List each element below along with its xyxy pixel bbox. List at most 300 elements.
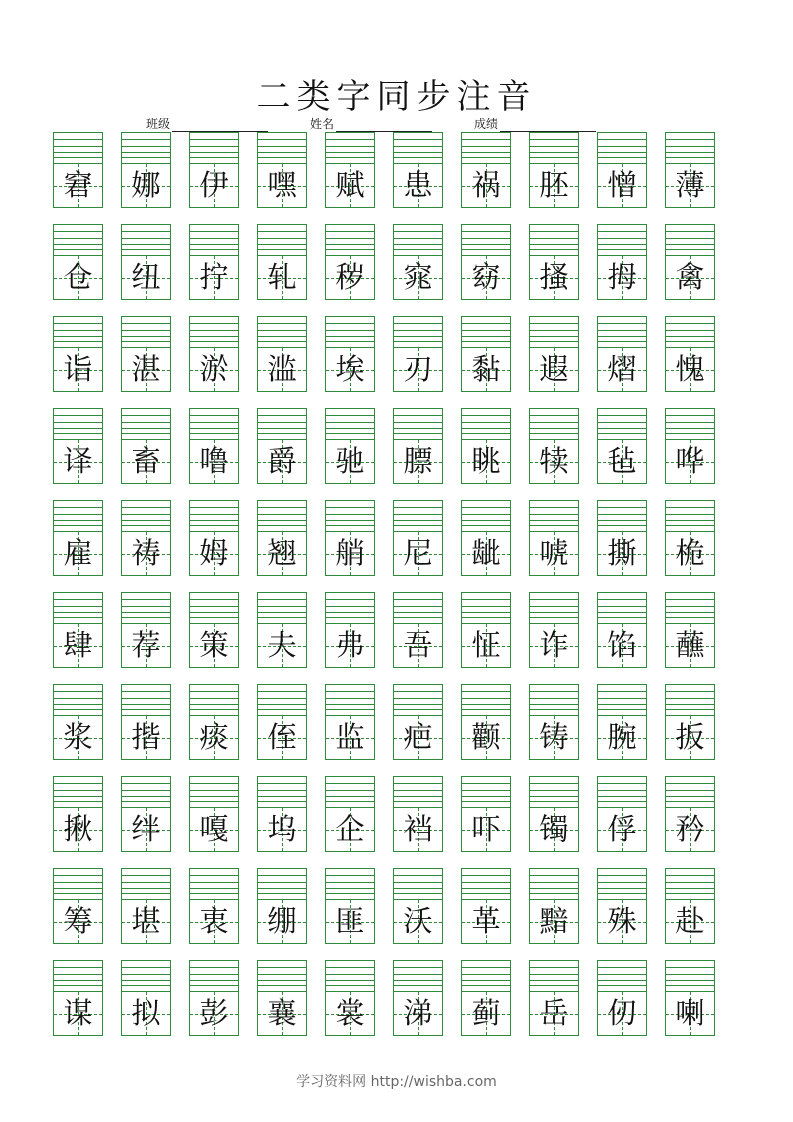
pinyin-guide-line: [462, 244, 510, 245]
pinyin-writing-lines[interactable]: [258, 317, 306, 342]
pinyin-writing-lines[interactable]: [190, 133, 238, 158]
pinyin-guide-line: [462, 704, 510, 705]
pinyin-writing-lines[interactable]: [462, 777, 510, 802]
pinyin-writing-lines[interactable]: [190, 317, 238, 342]
hanzi-character: 拧: [199, 260, 229, 294]
pinyin-writing-lines[interactable]: [462, 869, 510, 894]
hanzi-character: 刃: [403, 352, 433, 386]
pinyin-guide-line: [598, 606, 646, 607]
pinyin-guide-line: [190, 606, 238, 607]
pinyin-writing-lines[interactable]: [122, 133, 170, 158]
pinyin-guide-line: [394, 428, 442, 429]
tian-zi-box: [190, 531, 238, 575]
pinyin-writing-lines[interactable]: [326, 777, 374, 802]
pinyin-guide-line: [530, 323, 578, 324]
tian-zi-box: [190, 715, 238, 759]
pinyin-writing-lines[interactable]: [54, 685, 102, 710]
pinyin-guide-line: [462, 139, 510, 140]
pinyin-writing-lines[interactable]: [666, 317, 714, 342]
character-cell: [189, 776, 239, 852]
character-cell: [257, 132, 307, 208]
character-cell: [393, 224, 443, 300]
pinyin-writing-lines[interactable]: [190, 685, 238, 710]
pinyin-writing-lines[interactable]: [326, 317, 374, 342]
hanzi-character: 禽: [675, 260, 705, 294]
pinyin-guide-line: [326, 520, 374, 521]
name-blank[interactable]: [336, 117, 432, 132]
pinyin-writing-lines[interactable]: [666, 961, 714, 986]
pinyin-writing-lines[interactable]: [530, 225, 578, 250]
pinyin-writing-lines[interactable]: [190, 869, 238, 894]
pinyin-guide-line: [666, 428, 714, 429]
pinyin-writing-lines[interactable]: [326, 685, 374, 710]
tian-zi-box: [394, 623, 442, 667]
pinyin-guide-line: [666, 422, 714, 423]
hanzi-character: 荐: [131, 628, 161, 662]
character-cell: [393, 960, 443, 1036]
tian-zi-box: [394, 715, 442, 759]
tian-zi-box: [666, 255, 714, 299]
pinyin-guide-line: [462, 974, 510, 975]
pinyin-writing-lines[interactable]: [122, 869, 170, 894]
tian-zi-box: [530, 163, 578, 207]
character-cell: [461, 868, 511, 944]
pinyin-guide-line: [462, 520, 510, 521]
pinyin-guide-line: [462, 507, 510, 508]
pinyin-writing-lines[interactable]: [462, 593, 510, 618]
character-cell: [121, 408, 171, 484]
pinyin-writing-lines[interactable]: [258, 133, 306, 158]
pinyin-guide-line: [598, 698, 646, 699]
pinyin-guide-line: [122, 415, 170, 416]
hanzi-character: 襄: [267, 996, 297, 1030]
hanzi-character: 雇: [63, 536, 93, 570]
pinyin-guide-line: [190, 967, 238, 968]
tian-zi-box: [326, 439, 374, 483]
pinyin-guide-line: [462, 238, 510, 239]
pinyin-writing-lines[interactable]: [462, 225, 510, 250]
pinyin-guide-line: [54, 139, 102, 140]
pinyin-writing-lines[interactable]: [258, 225, 306, 250]
pinyin-guide-line: [190, 704, 238, 705]
pinyin-guide-line: [258, 415, 306, 416]
pinyin-guide-line: [530, 704, 578, 705]
pinyin-guide-line: [666, 336, 714, 337]
character-cell: [121, 684, 171, 760]
pinyin-guide-line: [394, 967, 442, 968]
pinyin-guide-line: [598, 790, 646, 791]
pinyin-guide-line: [598, 336, 646, 337]
pinyin-guide-line: [258, 783, 306, 784]
character-cell: [257, 684, 307, 760]
hanzi-character: 爵: [267, 444, 297, 478]
hanzi-character: 滥: [267, 352, 297, 386]
tian-zi-box: [598, 531, 646, 575]
pinyin-guide-line: [190, 980, 238, 981]
character-cell: [189, 960, 239, 1036]
hanzi-character: 痰: [199, 720, 229, 754]
page-title: 二类字同步注音: [256, 76, 537, 117]
pinyin-writing-lines[interactable]: [598, 593, 646, 618]
character-cell: [325, 500, 375, 576]
pinyin-writing-lines[interactable]: [394, 225, 442, 250]
hanzi-character: 埃: [335, 352, 365, 386]
pinyin-writing-lines[interactable]: [326, 225, 374, 250]
tian-zi-box: [54, 899, 102, 943]
pinyin-guide-line: [54, 967, 102, 968]
tian-zi-box: [326, 531, 374, 575]
pinyin-guide-line: [530, 238, 578, 239]
pinyin-guide-line: [54, 520, 102, 521]
tian-zi-box: [394, 531, 442, 575]
hanzi-character: 喇: [675, 996, 705, 1030]
pinyin-guide-line: [190, 691, 238, 692]
pinyin-writing-lines[interactable]: [394, 593, 442, 618]
pinyin-writing-lines[interactable]: [258, 501, 306, 526]
pinyin-writing-lines[interactable]: [598, 961, 646, 986]
character-cell: [325, 960, 375, 1036]
character-cell: [665, 316, 715, 392]
pinyin-guide-line: [598, 428, 646, 429]
pinyin-writing-lines[interactable]: [122, 225, 170, 250]
hanzi-character: 肆: [63, 628, 93, 662]
pinyin-writing-lines[interactable]: [530, 685, 578, 710]
tian-zi-box: [666, 899, 714, 943]
pinyin-guide-line: [462, 875, 510, 876]
hanzi-character: 矜: [675, 812, 705, 846]
pinyin-writing-lines[interactable]: [54, 961, 102, 986]
tian-zi-box: [462, 439, 510, 483]
pinyin-guide-line: [462, 422, 510, 423]
pinyin-guide-line: [122, 146, 170, 147]
character-cell: [53, 316, 103, 392]
character-cell: [53, 684, 103, 760]
pinyin-writing-lines[interactable]: [666, 777, 714, 802]
hanzi-character: 窕: [403, 260, 433, 294]
pinyin-guide-line: [598, 980, 646, 981]
pinyin-writing-lines[interactable]: [54, 777, 102, 802]
character-cell: [393, 132, 443, 208]
score-blank[interactable]: [500, 117, 596, 132]
score-label: 成绩: [474, 117, 499, 131]
pinyin-guide-line: [666, 967, 714, 968]
pinyin-guide-line: [258, 520, 306, 521]
character-cell: [121, 868, 171, 944]
hanzi-character: 彭: [199, 996, 229, 1030]
pinyin-writing-lines[interactable]: [394, 501, 442, 526]
tian-zi-box: [462, 991, 510, 1035]
pinyin-writing-lines[interactable]: [666, 133, 714, 158]
pinyin-writing-lines[interactable]: [258, 685, 306, 710]
pinyin-guide-line: [122, 980, 170, 981]
pinyin-writing-lines[interactable]: [54, 593, 102, 618]
pinyin-guide-line: [54, 323, 102, 324]
pinyin-guide-line: [190, 882, 238, 883]
tian-zi-box: [666, 347, 714, 391]
pinyin-writing-lines[interactable]: [258, 777, 306, 802]
pinyin-guide-line: [666, 790, 714, 791]
pinyin-guide-line: [530, 514, 578, 515]
pinyin-writing-lines[interactable]: [54, 869, 102, 894]
pinyin-writing-lines[interactable]: [190, 501, 238, 526]
pinyin-writing-lines[interactable]: [598, 317, 646, 342]
pinyin-guide-line: [122, 336, 170, 337]
character-cell: [529, 684, 579, 760]
character-cell: [597, 500, 647, 576]
character-cell: [597, 684, 647, 760]
pinyin-writing-lines[interactable]: [462, 685, 510, 710]
pinyin-writing-lines[interactable]: [530, 133, 578, 158]
pinyin-writing-lines[interactable]: [394, 133, 442, 158]
pinyin-guide-line: [122, 606, 170, 607]
pinyin-writing-lines[interactable]: [122, 593, 170, 618]
pinyin-writing-lines[interactable]: [598, 409, 646, 434]
character-cell: [257, 408, 307, 484]
pinyin-writing-lines[interactable]: [326, 869, 374, 894]
tian-zi-box: [54, 255, 102, 299]
pinyin-guide-line: [394, 790, 442, 791]
class-blank[interactable]: [172, 117, 268, 132]
pinyin-writing-lines[interactable]: [326, 961, 374, 986]
pinyin-guide-line: [462, 612, 510, 613]
pinyin-guide-line: [530, 796, 578, 797]
pinyin-guide-line: [122, 422, 170, 423]
character-cell: [189, 500, 239, 576]
tian-zi-box: [530, 347, 578, 391]
hanzi-character: 蓟: [471, 996, 501, 1030]
pinyin-writing-lines[interactable]: [394, 317, 442, 342]
pinyin-writing-lines[interactable]: [190, 777, 238, 802]
pinyin-writing-lines[interactable]: [326, 133, 374, 158]
pinyin-guide-line: [666, 323, 714, 324]
pinyin-guide-line: [530, 428, 578, 429]
pinyin-writing-lines[interactable]: [462, 317, 510, 342]
pinyin-writing-lines[interactable]: [530, 593, 578, 618]
pinyin-writing-lines[interactable]: [122, 685, 170, 710]
pinyin-writing-lines[interactable]: [258, 961, 306, 986]
pinyin-writing-lines[interactable]: [598, 777, 646, 802]
tian-zi-box: [598, 899, 646, 943]
pinyin-guide-line: [530, 698, 578, 699]
tian-zi-box: [258, 255, 306, 299]
hanzi-character: 唬: [539, 536, 569, 570]
pinyin-writing-lines[interactable]: [598, 225, 646, 250]
pinyin-guide-line: [190, 422, 238, 423]
pinyin-guide-line: [326, 507, 374, 508]
pinyin-guide-line: [598, 231, 646, 232]
pinyin-writing-lines[interactable]: [394, 777, 442, 802]
character-cell: [529, 500, 579, 576]
character-cell: [53, 960, 103, 1036]
pinyin-guide-line: [394, 244, 442, 245]
pinyin-writing-lines[interactable]: [258, 409, 306, 434]
character-cell: [121, 960, 171, 1036]
pinyin-guide-line: [462, 790, 510, 791]
pinyin-writing-lines[interactable]: [326, 409, 374, 434]
pinyin-writing-lines[interactable]: [530, 777, 578, 802]
pinyin-writing-lines[interactable]: [666, 501, 714, 526]
pinyin-writing-lines[interactable]: [258, 593, 306, 618]
pinyin-writing-lines[interactable]: [666, 225, 714, 250]
pinyin-writing-lines[interactable]: [530, 409, 578, 434]
pinyin-guide-line: [530, 980, 578, 981]
pinyin-guide-line: [598, 875, 646, 876]
pinyin-writing-lines[interactable]: [394, 685, 442, 710]
tian-zi-box: [258, 439, 306, 483]
pinyin-writing-lines[interactable]: [54, 501, 102, 526]
pinyin-guide-line: [666, 415, 714, 416]
pinyin-writing-lines[interactable]: [326, 501, 374, 526]
pinyin-writing-lines[interactable]: [462, 409, 510, 434]
tian-zi-box: [258, 163, 306, 207]
pinyin-guide-line: [394, 323, 442, 324]
pinyin-guide-line: [598, 974, 646, 975]
character-cell: [325, 408, 375, 484]
hanzi-character: 诈: [539, 628, 569, 662]
pinyin-writing-lines[interactable]: [394, 869, 442, 894]
pinyin-guide-line: [190, 231, 238, 232]
pinyin-guide-line: [666, 888, 714, 889]
tian-zi-box: [598, 347, 646, 391]
hanzi-character: 黯: [539, 904, 569, 938]
tian-zi-box: [258, 531, 306, 575]
pinyin-writing-lines[interactable]: [394, 409, 442, 434]
pinyin-guide-line: [190, 790, 238, 791]
pinyin-guide-line: [462, 514, 510, 515]
pinyin-guide-line: [598, 323, 646, 324]
character-cell: [189, 592, 239, 668]
hanzi-character: 策: [199, 628, 229, 662]
pinyin-writing-lines[interactable]: [530, 501, 578, 526]
character-cell: [665, 960, 715, 1036]
character-cell: [461, 316, 511, 392]
pinyin-guide-line: [598, 704, 646, 705]
pinyin-guide-line: [122, 330, 170, 331]
pinyin-guide-line: [530, 507, 578, 508]
pinyin-guide-line: [190, 415, 238, 416]
pinyin-guide-line: [666, 139, 714, 140]
pinyin-guide-line: [666, 704, 714, 705]
character-cell: [121, 592, 171, 668]
hanzi-character: 眺: [471, 444, 501, 478]
pinyin-guide-line: [54, 599, 102, 600]
tian-zi-box: [530, 807, 578, 851]
character-cell: [53, 408, 103, 484]
pinyin-guide-line: [666, 244, 714, 245]
pinyin-guide-line: [122, 244, 170, 245]
pinyin-guide-line: [190, 796, 238, 797]
pinyin-writing-lines[interactable]: [666, 593, 714, 618]
pinyin-guide-line: [666, 599, 714, 600]
pinyin-guide-line: [258, 606, 306, 607]
character-cell: [665, 500, 715, 576]
character-grid: [53, 132, 715, 1036]
pinyin-writing-lines[interactable]: [54, 317, 102, 342]
pinyin-guide-line: [326, 698, 374, 699]
pinyin-writing-lines[interactable]: [190, 593, 238, 618]
pinyin-guide-line: [258, 323, 306, 324]
pinyin-writing-lines[interactable]: [122, 501, 170, 526]
hanzi-character: 患: [403, 168, 433, 202]
pinyin-writing-lines[interactable]: [122, 777, 170, 802]
tian-zi-box: [530, 623, 578, 667]
tian-zi-box: [666, 439, 714, 483]
pinyin-writing-lines[interactable]: [122, 317, 170, 342]
hanzi-character: 裆: [403, 812, 433, 846]
pinyin-guide-line: [258, 698, 306, 699]
pinyin-writing-lines[interactable]: [530, 961, 578, 986]
pinyin-writing-lines[interactable]: [54, 133, 102, 158]
pinyin-writing-lines[interactable]: [54, 409, 102, 434]
tian-zi-box: [598, 715, 646, 759]
pinyin-guide-line: [258, 612, 306, 613]
pinyin-writing-lines[interactable]: [598, 869, 646, 894]
pinyin-guide-line: [394, 514, 442, 515]
pinyin-writing-lines[interactable]: [122, 961, 170, 986]
pinyin-writing-lines[interactable]: [530, 869, 578, 894]
pinyin-writing-lines[interactable]: [666, 869, 714, 894]
character-cell: [529, 224, 579, 300]
hanzi-character: 衷: [199, 904, 229, 938]
pinyin-guide-line: [190, 514, 238, 515]
pinyin-writing-lines[interactable]: [666, 685, 714, 710]
tian-zi-box: [54, 715, 102, 759]
pinyin-writing-lines[interactable]: [122, 409, 170, 434]
character-cell: [461, 408, 511, 484]
hanzi-character: 堪: [131, 904, 161, 938]
pinyin-guide-line: [530, 974, 578, 975]
character-cell: [393, 592, 443, 668]
pinyin-writing-lines[interactable]: [394, 961, 442, 986]
pinyin-guide-line: [54, 336, 102, 337]
pinyin-writing-lines[interactable]: [190, 961, 238, 986]
character-cell: [393, 408, 443, 484]
pinyin-guide-line: [326, 244, 374, 245]
pinyin-guide-line: [122, 599, 170, 600]
pinyin-writing-lines[interactable]: [530, 317, 578, 342]
pinyin-guide-line: [54, 244, 102, 245]
pinyin-guide-line: [54, 330, 102, 331]
character-cell: [393, 868, 443, 944]
hanzi-character: 赴: [675, 904, 705, 938]
tian-zi-box: [122, 439, 170, 483]
pinyin-writing-lines[interactable]: [666, 409, 714, 434]
pinyin-writing-lines[interactable]: [326, 593, 374, 618]
pinyin-writing-lines[interactable]: [190, 225, 238, 250]
pinyin-writing-lines[interactable]: [462, 133, 510, 158]
pinyin-writing-lines[interactable]: [598, 685, 646, 710]
tian-zi-box: [598, 991, 646, 1035]
hanzi-character: 轧: [267, 260, 297, 294]
pinyin-writing-lines[interactable]: [462, 501, 510, 526]
pinyin-guide-line: [122, 152, 170, 153]
pinyin-guide-line: [326, 415, 374, 416]
pinyin-writing-lines[interactable]: [598, 133, 646, 158]
pinyin-writing-lines[interactable]: [190, 409, 238, 434]
pinyin-guide-line: [258, 980, 306, 981]
pinyin-guide-line: [462, 796, 510, 797]
pinyin-writing-lines[interactable]: [598, 501, 646, 526]
pinyin-guide-line: [190, 875, 238, 876]
pinyin-guide-line: [54, 606, 102, 607]
pinyin-writing-lines[interactable]: [258, 869, 306, 894]
tian-zi-box: [530, 255, 578, 299]
pinyin-guide-line: [394, 238, 442, 239]
hanzi-character: 企: [335, 812, 365, 846]
pinyin-writing-lines[interactable]: [462, 961, 510, 986]
pinyin-writing-lines[interactable]: [54, 225, 102, 250]
character-cell: [529, 408, 579, 484]
